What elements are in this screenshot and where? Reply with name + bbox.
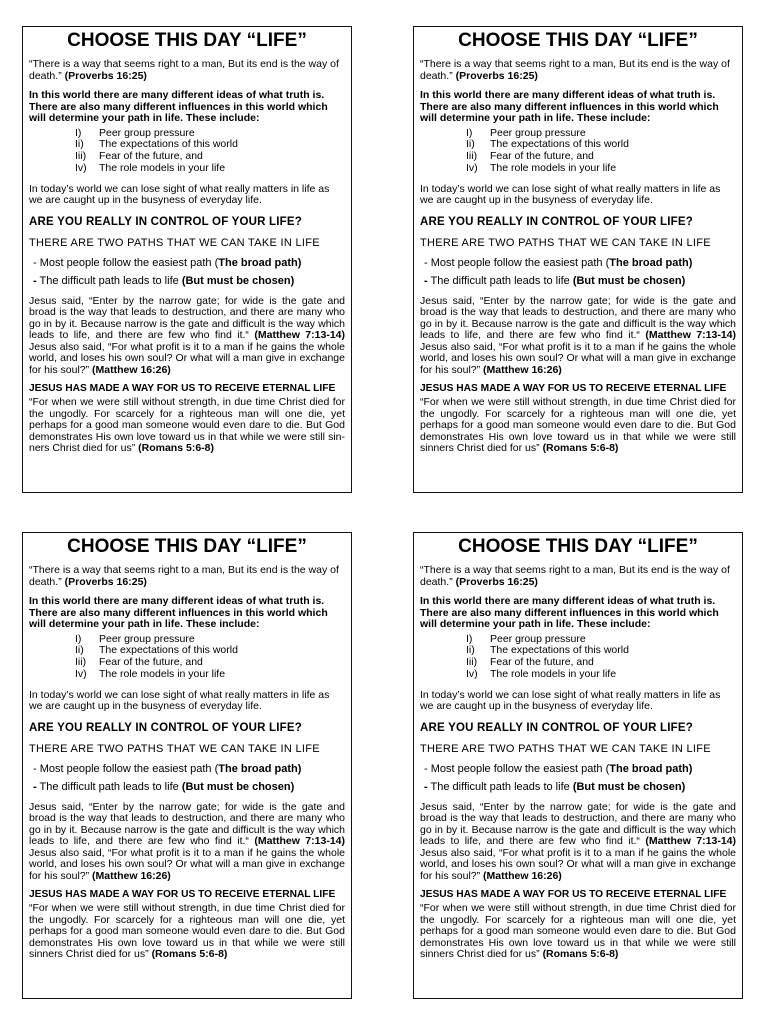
card-title: CHOOSE THIS DAY “LIFE” [458,536,698,557]
control-heading: ARE YOU REALLY IN CONTROL OF YOUR LIFE? [29,215,302,228]
list-item-text: Fear of the future, and [490,150,594,163]
influences-list [29,128,345,175]
narrow-path-dash: - [33,780,37,793]
list-item-number: Iii) [466,656,478,669]
jesus-said-text-1: Jesus said, “Enter by the narrow gate; for wide is the gate and broad is the way that leads to destruction, and there are many who go in by it. Because narrow is the gate and difficult is the way which leads to life, and there are few who find it.“ [420,800,736,848]
two-paths-heading: THERE ARE TWO PATHS THAT WE CAN TAKE IN LIFE [29,236,320,249]
jesus-said-text-1: Jesus said, “Enter by the narrow gate; for wide is the gate and broad is the way that leads to destruction, and there are many who go in by it. Because narrow is the gate and difficult is the way which leads to life, and there are few who find it.“ [420,294,736,342]
matthew-16-ref: (Matthew 16:26) [483,869,562,882]
matthew-16-ref: (Matthew 16:26) [92,363,171,376]
narrow-path-dash: - [33,274,37,287]
proverbs-quote [420,59,736,82]
influences-intro: In this world there are many different ideas of what truth is. There are also many different influences in this world which will determine your path in life. These include: [29,595,328,630]
narrow-path-label: (But must be chosen) [181,274,295,287]
card-title: CHOOSE THIS DAY “LIFE” [67,536,307,557]
jesus-said-paragraph [420,296,736,377]
broad-path-line [33,763,345,775]
todays-world-text: In today’s world we can lose sight of what really matters in life as we are caught up in the busyness of everyday life. [420,688,721,713]
broad-path-label: The broad path) [218,762,302,775]
proverbs-ref: (Proverbs 16:25) [455,69,538,82]
proverbs-quote [29,565,345,588]
list-item-number: Ii) [75,138,84,151]
matthew-16-ref: (Matthew 16:26) [483,363,562,376]
broad-path-label: The broad path) [609,256,693,269]
broad-path-label: The broad path) [609,762,693,775]
broad-path-text: - Most people follow the easiest path ( [424,256,610,269]
list-item-text: Peer group pressure [99,632,195,645]
narrow-path-label: (But must be chosen) [572,274,686,287]
romans-ref: (Romans 5:6-8) [138,442,214,455]
romans-paragraph [420,903,736,961]
list-item [466,669,736,681]
list-item-text: Peer group pressure [99,126,195,139]
list-item-number: Ii) [466,644,475,657]
narrow-path-text: The difficult path leads to life [427,780,573,793]
list-item-number: Ii) [466,138,475,151]
broad-path-line [33,257,345,269]
tract-card-top-left [22,26,352,493]
list-item-number: Iv) [75,161,87,174]
two-paths-heading: THERE ARE TWO PATHS THAT WE CAN TAKE IN LIFE [420,236,711,249]
control-heading: ARE YOU REALLY IN CONTROL OF YOUR LIFE? [420,215,693,228]
jesus-said-text-1: Jesus said, “Enter by the narrow gate; for wide is the gate and broad is the way that leads to destruction, and there are many who go in by it. Because narrow is the gate and difficult is the way which leads to life, and there are few who find it.“ [29,294,345,342]
broad-path-text: - Most people follow the easiest path ( [424,762,610,775]
list-item-number: I) [75,126,82,139]
jesus-said-text-2: Jesus also said, “For what profit is it to a man if he gains the whole world, and loses his own soul? Or what will a man give in exchange for his soul?” [420,340,736,376]
list-item-text: The expectations of this world [99,138,238,151]
list-item-text: The role models in your life [490,667,617,680]
narrow-path-dash: - [424,780,428,793]
narrow-path-line [424,275,736,287]
todays-world-text: In today’s world we can lose sight of what really matters in life as we are caught up in the busyness of everyday life. [29,182,330,207]
romans-ref: (Romans 5:6-8) [542,442,619,455]
broad-path-line [424,257,736,269]
matthew-16-ref: (Matthew 16:26) [92,869,171,882]
proverbs-quote-text: “There is a way that seems right to a man, But its end is the way of death.” [29,58,339,82]
list-item-number: Iii) [75,150,87,163]
list-item-text: Peer group pressure [490,632,586,645]
tract-card-bottom-left [22,532,352,999]
proverbs-quote-text: “There is a way that seems right to a man, But its end is the way of death.” [420,564,730,588]
narrow-path-text: The difficult path leads to life [427,274,573,287]
broad-path-text: - Most people follow the easiest path ( [33,762,219,775]
narrow-path-line [33,275,345,287]
jesus-said-text-2: Jesus also said, “For what profit is it to a man if he gains the whole world, and loses his own soul? Or what will a man give in exchange for his soul?” [29,340,345,376]
list-item-number: Iii) [75,656,87,669]
influences-list [420,634,736,681]
proverbs-quote-text: “There is a way that seems right to a man, But its end is the way of death.” [420,58,730,82]
list-item-text: Peer group pressure [490,126,586,139]
list-item-number: I) [75,632,82,645]
list-item-text: Fear of the future, and [99,150,203,163]
proverbs-ref: (Proverbs 16:25) [64,575,147,588]
broad-path-label: The broad path) [218,256,302,269]
matthew-7-ref: (Matthew 7:13-14) [254,329,345,342]
narrow-path-line [424,781,736,793]
jesus-said-text-2: Jesus also said, “For what profit is it to a man if he gains the whole world, and loses his own soul? Or what will a man give in exchange for his soul?” [420,846,736,882]
jesus-said-paragraph [29,296,345,377]
proverbs-quote [29,59,345,82]
proverbs-ref: (Proverbs 16:25) [455,575,538,588]
broad-path-text: - Most people follow the easiest path ( [33,256,219,269]
proverbs-ref: (Proverbs 16:25) [64,69,147,82]
narrow-path-line [33,781,345,793]
tract-card-bottom-right [413,532,743,999]
todays-world-text: In today’s world we can lose sight of what really matters in life as we are caught up in the busyness of everyday life. [420,182,721,207]
narrow-path-text: The difficult path leads to life [36,274,182,287]
control-heading: ARE YOU REALLY IN CONTROL OF YOUR LIFE? [29,721,302,734]
narrow-path-label: (But must be chosen) [572,780,686,793]
list-item-number: Ii) [75,644,84,657]
list-item-text: The expectations of this world [490,138,629,151]
eternal-life-heading: JESUS HAS MADE A WAY FOR US TO RECEIVE ETERNAL LIFE [29,889,336,901]
jesus-said-paragraph [29,802,345,883]
eternal-life-heading: JESUS HAS MADE A WAY FOR US TO RECEIVE ETERNAL LIFE [420,383,727,395]
tract-card-top-right [413,26,743,493]
list-item-text: The expectations of this world [490,644,629,657]
list-item-number: Iv) [466,161,478,174]
list-item-text: The expectations of this world [99,644,238,657]
list-item-number: I) [466,126,473,139]
matthew-7-ref: (Matthew 7:13-14) [645,835,736,848]
card-title: CHOOSE THIS DAY “LIFE” [458,30,698,51]
control-heading: ARE YOU REALLY IN CONTROL OF YOUR LIFE? [420,721,693,734]
influences-intro: In this world there are many different ideas of what truth is. There are also many different influences in this world which will determine your path in life. These include: [420,595,719,630]
narrow-path-text: The difficult path leads to life [36,780,182,793]
influences-list [29,634,345,681]
influences-intro: In this world there are many different ideas of what truth is. There are also many different influences in this world which will determine your path in life. These include: [420,89,719,124]
eternal-life-heading: JESUS HAS MADE A WAY FOR US TO RECEIVE ETERNAL LIFE [29,383,336,395]
list-item-text: The role models in your life [99,161,226,174]
todays-world-text: In today’s world we can lose sight of what really matters in life as we are caught up in the busyness of everyday life. [29,688,330,713]
romans-paragraph [420,397,736,455]
list-item-number: Iv) [75,667,87,680]
jesus-said-text-1: Jesus said, “Enter by the narrow gate; for wide is the gate and broad is the way that leads to destruction, and there are many who go in by it. Because narrow is the gate and difficult is the way which leads to life, and there are few who find it.“ [29,800,345,848]
influences-list [420,128,736,175]
narrow-path-dash: - [424,274,428,287]
list-item-text: The role models in your life [490,161,617,174]
broad-path-line [424,763,736,775]
proverbs-quote [420,565,736,588]
romans-text: “For when we were still without strength, in due time Christ died for the ungodly. For scarcely for a righteous man will one die, yet perhaps for a good man someone would even dare to die. But God demonstrates His own love toward us in that while we were still sinners Christ died for us” [29,902,345,961]
list-item [75,163,345,175]
romans-ref: (Romans 5:6-8) [151,948,228,961]
list-item-text: Fear of the future, and [490,656,594,669]
list-item-number: I) [466,632,473,645]
narrow-path-label: (But must be chosen) [181,780,295,793]
list-item [466,163,736,175]
romans-ref: (Romans 5:6-8) [542,948,619,961]
romans-text: “For when we were still without strength, in due time Christ died for the ungodly. For scarcely for a righteous man will one die, yet perhaps for a good man someone would even dare to die. But God demonstrates His own love toward us in that while we were still sinners Christ died for us” [420,396,736,455]
matthew-7-ref: (Matthew 7:13-14) [254,835,345,848]
romans-text: “For when we were still without strength, in due time Christ died for the ungodly. For scarcely for a righteous man will one die, yet perhaps for a good man someone would even dare to die. But God demonstrates His own love toward us in that while we were still sin-ners Christ died for us” [29,396,345,455]
romans-paragraph [29,903,345,961]
two-paths-heading: THERE ARE TWO PATHS THAT WE CAN TAKE IN LIFE [29,742,320,755]
list-item-number: Iv) [466,667,478,680]
card-title: CHOOSE THIS DAY “LIFE” [67,30,307,51]
list-item-number: Iii) [466,150,478,163]
two-paths-heading: THERE ARE TWO PATHS THAT WE CAN TAKE IN LIFE [420,742,711,755]
proverbs-quote-text: “There is a way that seems right to a man, But its end is the way of death.” [29,564,339,588]
eternal-life-heading: JESUS HAS MADE A WAY FOR US TO RECEIVE ETERNAL LIFE [420,889,727,901]
influences-intro: In this world there are many different ideas of what truth is. There are also many different influences in this world which will determine your path in life. These include: [29,89,328,124]
romans-text: “For when we were still without strength, in due time Christ died for the ungodly. For scarcely for a righteous man will one die, yet perhaps for a good man someone would even dare to die. But God demonstrates His own love toward us in that while we were still sinners Christ died for us” [420,902,736,961]
romans-paragraph [29,397,345,455]
list-item-text: The role models in your life [99,667,226,680]
list-item [75,669,345,681]
jesus-said-text-2: Jesus also said, “For what profit is it to a man if he gains the whole world, and loses his own soul? Or what will a man give in exchange for his soul?” [29,846,345,882]
matthew-7-ref: (Matthew 7:13-14) [645,329,736,342]
list-item-text: Fear of the future, and [99,656,203,669]
jesus-said-paragraph [420,802,736,883]
